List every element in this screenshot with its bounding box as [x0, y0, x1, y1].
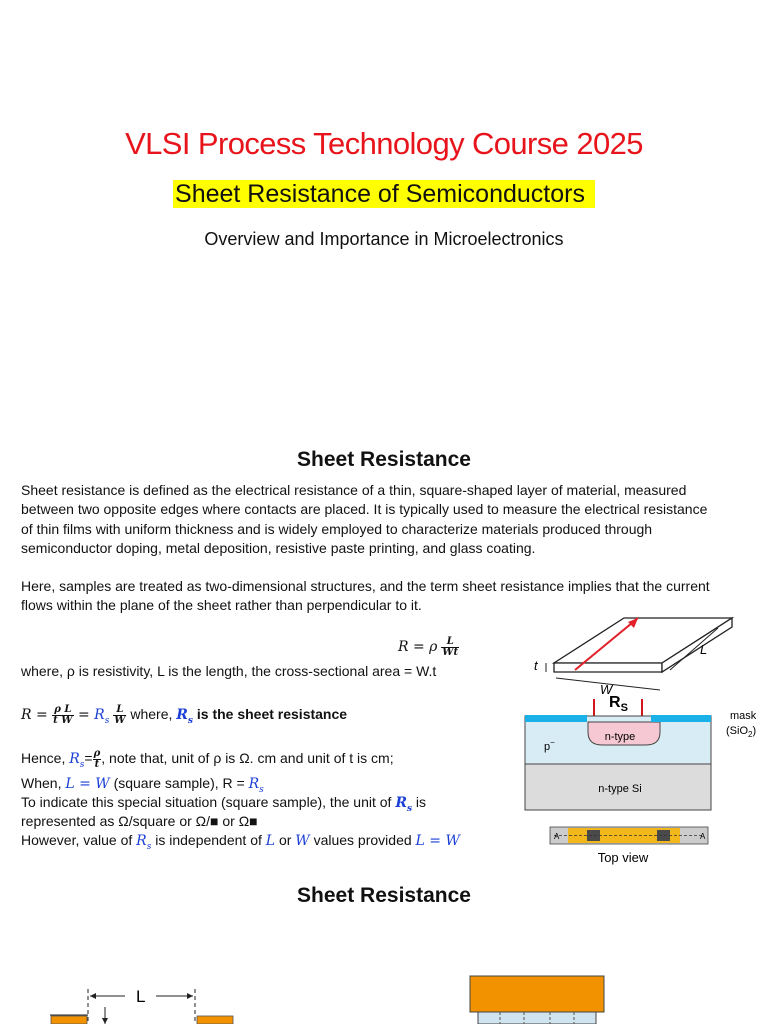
mask-label: mask: [730, 710, 757, 722]
equation-lhs: R = ρ: [398, 639, 438, 656]
highlighted-subtitle: Sheet Resistance of Semiconductors: [173, 180, 595, 208]
definition-paragraph: Sheet resistance is defined as the electrical resistance of a thin, square-shaped layer of material, measured between two opposite edges where contacts are placed. It is typically used to measure the electrical resistance of thin films with uniform thickness and is widely employed to characterize materials produced through semiconductor doping, metal deposition, resistive paste printing, and glass coating.: [21, 482, 708, 557]
top-view-caption: Top view: [597, 850, 649, 865]
section-marker-right: A: [700, 832, 706, 841]
rs-label: $R_S$: [609, 694, 628, 714]
length-label-2: L: [136, 987, 146, 1006]
n-type-region-label: n-type: [604, 731, 636, 743]
contact-pad-diagram: [468, 974, 608, 1024]
however-line: However, value of $R_s$ is independent of L or W values provided L = W: [21, 832, 460, 852]
resistance-equation: [398, 637, 459, 658]
sio2-label: (SiO$_2$): [726, 725, 757, 739]
section-heading-2: Sheet Resistance: [297, 884, 471, 907]
hence-line: Hence, $R_s=$ $\frac{\rho}{t}$ , note that, unit of ρ is Ω. cm and unit of t is cm;: [21, 748, 394, 770]
width-label: W: [600, 682, 613, 697]
unit-line: represented as Ω/square or Ω/■ or Ω■: [21, 813, 258, 829]
resistivity-note: where, ρ is resistivity, L is the length, the cross-sectional area = W.t: [21, 663, 437, 679]
slide-tagline: Overview and Importance in Microelectronics: [204, 229, 564, 249]
resistor-diagram: [40, 975, 260, 1024]
cross-section: [525, 715, 711, 810]
length-label: L: [700, 642, 708, 657]
top-view-strip: [550, 827, 708, 844]
section-marker-left: A: [554, 832, 560, 841]
equation-fraction: $\frac{L}{Wt}$: [442, 636, 459, 658]
n-type-si-label: n-type Si: [598, 783, 642, 795]
sheet-resistance-figure: [520, 606, 768, 868]
when-line: When, L = W (square sample), $R = R_s$: [21, 775, 264, 795]
two-dimensional-paragraph: Here, samples are treated as two-dimensional structures, and the term sheet resistance implies that the current flows within the plane of the sheet rather than perpendicular to it.: [21, 578, 710, 614]
sheet-resistance-equation: R = $\frac{\text{ρ L}}{\text{t W}}$ = $R_s$ $\frac{L}{W}$ where, $R_s$ is the sheet resistance: [21, 704, 348, 726]
course-title: VLSI Process Technology Course 2025: [125, 126, 643, 161]
thickness-label: t: [534, 658, 538, 673]
section-heading: Sheet Resistance: [297, 448, 471, 471]
slide-subtitle: [0, 177, 768, 211]
p-minus-label: p−: [544, 738, 555, 753]
indicate-line: To indicate this special situation (square sample), the unit of $R_s$ is: [21, 794, 427, 814]
